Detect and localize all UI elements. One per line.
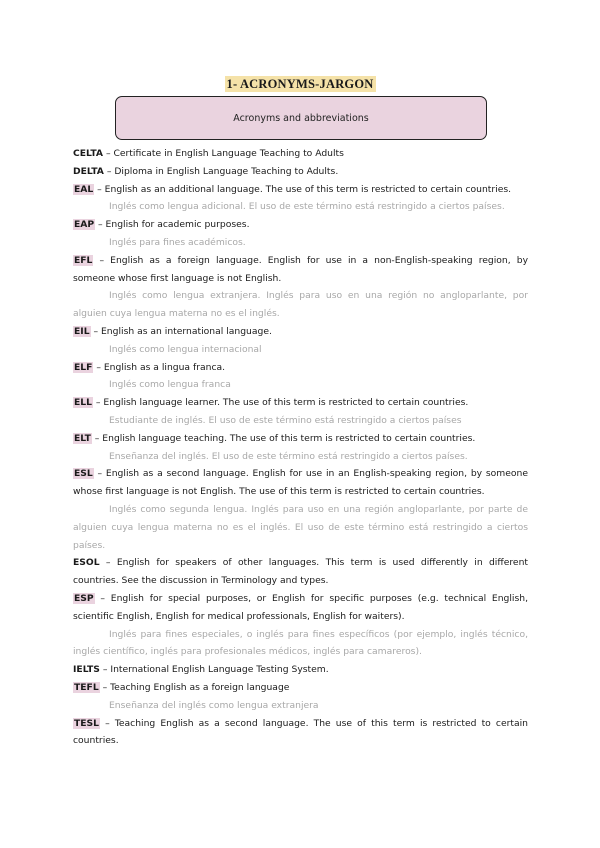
definition-text: – International English Language Testing System. <box>102 664 329 676</box>
definition-text: – Diploma in English Language Teaching to Adults. <box>106 165 339 177</box>
definition-text: – English language teaching. The use of this term is restricted to certain countries. <box>94 432 476 444</box>
definition-text: – English as an international language. <box>93 325 272 337</box>
definition-text: – English for speakers of other languages. This term is used differently in different countries. See the discussion in Terminology and types. <box>73 557 528 587</box>
spanish-translation: Inglés para fines especiales, o inglés para fines específicos (por ejemplo, inglés técnico, inglés científico, inglés para profesionales médicos, inglés para camareros). <box>73 628 528 658</box>
acronym-term: TESL <box>74 717 100 729</box>
english-definition <box>73 359 528 377</box>
acronym-entry <box>73 430 528 466</box>
definition-text: – Certificate in English Language Teaching to Adults <box>105 148 344 159</box>
definition-text: – English as a lingua franca. <box>96 361 226 373</box>
acronym-entry <box>73 590 528 661</box>
english-definition <box>73 163 528 181</box>
acronym-term: EAL <box>74 183 94 195</box>
english-definition <box>73 216 528 234</box>
definition-text: – English language learner. The use of this term is restricted to certain countries. <box>95 397 469 409</box>
english-definition <box>73 679 528 697</box>
subtitle-text: Acronyms and abbreviations <box>233 112 369 124</box>
spanish-translation: Inglés como lengua adicional. El uso de este término está restringido a ciertos países. <box>109 201 505 213</box>
acronym-term: EIL <box>74 325 90 337</box>
definition-text: – English for academic purposes. <box>98 219 250 231</box>
acronym-term: IELTS <box>73 664 100 676</box>
acronym-entry <box>73 465 528 554</box>
acronym-term: ESP <box>74 592 94 604</box>
english-definition <box>73 430 528 448</box>
page-title-wrap <box>0 73 600 92</box>
spanish-translation: Estudiante de inglés. El uso de este término está restringido a ciertos países <box>109 414 462 426</box>
definition-text: – English as a second language. English for use in an English-speaking region, by someone whose first language is not English. The use of this term is restricted to certain countries. <box>73 468 528 498</box>
acronym-entry <box>73 216 528 252</box>
spanish-translation: Enseñanza del inglés. El uso de este término está restringido a ciertos países. <box>109 450 468 462</box>
acronym-entry <box>73 145 528 163</box>
definition-text: – English for special purposes, or English for specific purposes (e.g. technical English, scientific English, English for medical professionals, English for waiters). <box>73 592 528 622</box>
acronym-term: DELTA <box>73 165 104 177</box>
acronym-term: ESL <box>74 468 93 480</box>
english-definition <box>73 394 528 412</box>
definition-text: – English as a foreign language. English for use in a non-English-speaking region, by someone whose first language is not English. <box>73 254 529 284</box>
page-title: 1- ACRONYMS-JARGON <box>226 77 374 91</box>
english-definition <box>73 661 528 679</box>
acronym-entry <box>73 359 528 395</box>
subtitle-box <box>115 96 487 140</box>
acronym-entry <box>73 554 528 590</box>
acronym-term: CELTA <box>73 148 104 159</box>
english-definition <box>73 181 528 199</box>
acronym-list <box>73 145 528 750</box>
english-definition <box>73 145 528 163</box>
spanish-translation: Inglés como lengua internacional <box>109 343 262 355</box>
acronym-term: EFL <box>74 254 93 266</box>
spanish-translation: Enseñanza del inglés como lengua extranjera <box>109 699 319 711</box>
spanish-translation: Inglés para fines académicos. <box>109 236 246 248</box>
acronym-entry <box>73 323 528 359</box>
spanish-translation: Inglés como lengua extranjera. Inglés para uso en una región no angloparlante, por alguien cuya lengua materna no es el inglés. <box>73 290 528 320</box>
acronym-entry <box>73 252 528 323</box>
acronym-entry <box>73 394 528 430</box>
acronym-entry <box>73 163 528 181</box>
english-definition <box>73 323 528 341</box>
acronym-entry <box>73 661 528 679</box>
english-definition <box>73 465 528 501</box>
english-definition <box>73 715 528 751</box>
definition-text: – Teaching English as a second language. The use of this term is restricted to certain countries. <box>73 717 529 747</box>
acronym-term: ELF <box>74 361 93 373</box>
acronym-term: ESOL <box>73 557 100 569</box>
english-definition <box>73 590 528 626</box>
acronym-entry <box>73 715 528 751</box>
definition-text: – English as an additional language. The use of this term is restricted to certain countries. <box>97 183 512 195</box>
acronym-entry <box>73 679 528 715</box>
spanish-translation: Inglés como lengua franca <box>109 379 231 391</box>
english-definition <box>73 252 528 288</box>
spanish-translation: Inglés como segunda lengua. Inglés para uso en una región angloparlante, por parte de alguien cuya lengua materna no es el inglés. El uso de este término está restringido a ciertos países. <box>73 503 528 551</box>
acronym-term: EAP <box>74 219 95 231</box>
acronym-term: ELT <box>74 432 91 444</box>
acronym-entry <box>73 181 528 217</box>
definition-text: – Teaching English as a foreign language <box>102 681 290 693</box>
acronym-term: TEFL <box>74 681 99 693</box>
english-definition <box>73 554 528 590</box>
acronym-term: ELL <box>74 397 92 409</box>
